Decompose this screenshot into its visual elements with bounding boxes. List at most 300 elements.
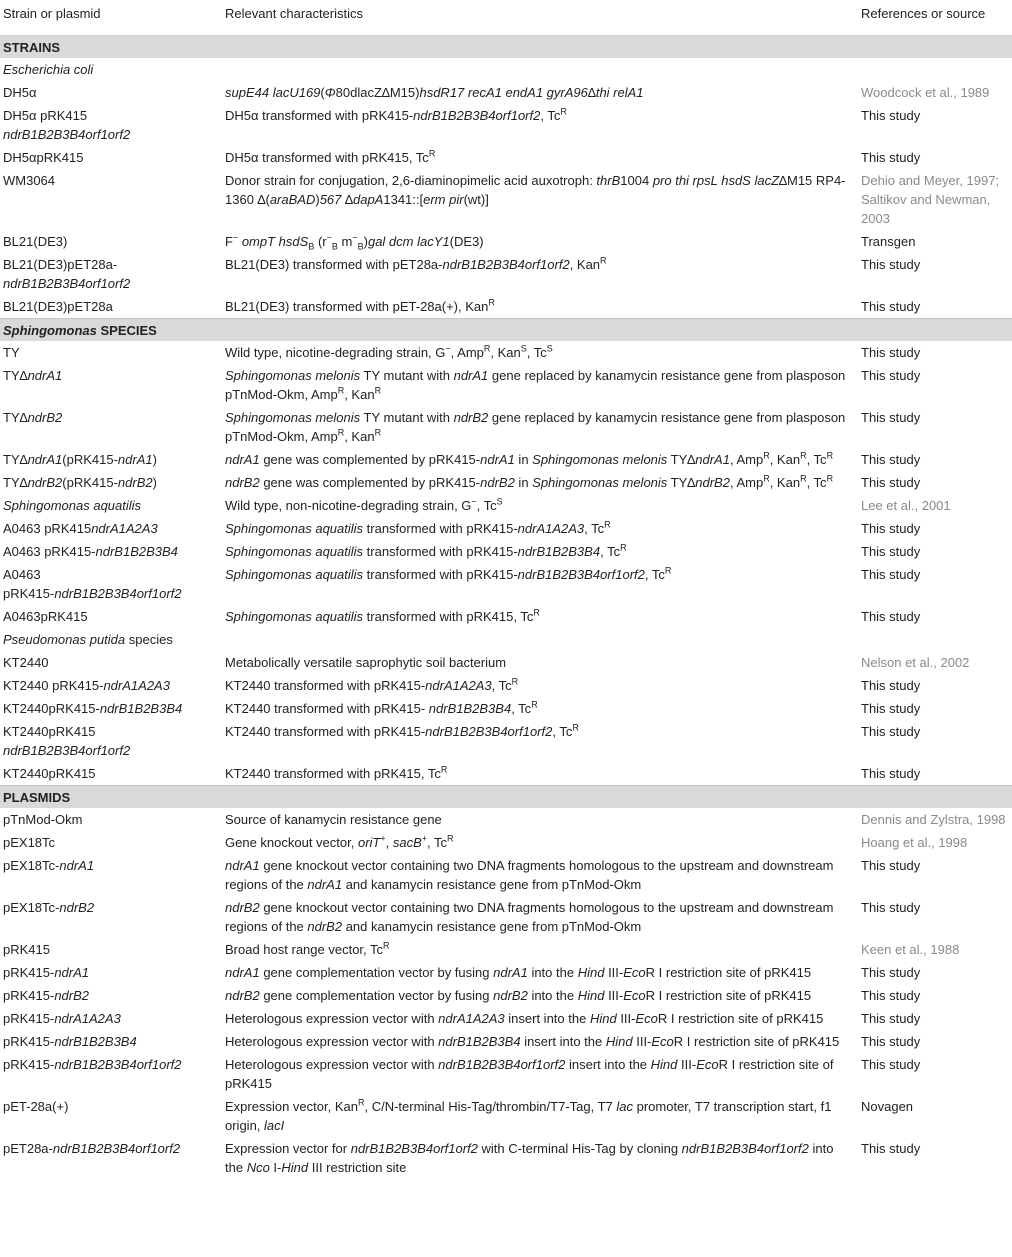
- characteristics-cell: [222, 1007, 858, 1030]
- text-segment: R: [374, 427, 382, 438]
- strain-name-cell: [0, 146, 222, 169]
- strain-name-cell: [0, 341, 222, 364]
- text-segment: STRAINS: [3, 40, 61, 55]
- text-segment: gene complementation vector by fusing: [259, 988, 494, 1003]
- text-segment: ∆: [341, 192, 353, 207]
- text-segment: Hind: [650, 1057, 678, 1072]
- strain-name-cell: [0, 651, 222, 674]
- group-header-row: [0, 628, 1012, 651]
- text-segment: species: [125, 632, 173, 647]
- text-segment: R: [620, 542, 627, 553]
- text-segment: R: [383, 940, 390, 951]
- reference-cell: Dennis and Zylstra, 1998: [861, 812, 1006, 827]
- text-segment: ndrA1: [225, 452, 260, 467]
- strain-name-cell: [0, 938, 222, 961]
- text-segment: S: [496, 496, 503, 507]
- text-segment: 1341::[: [383, 192, 424, 207]
- text-segment: 1004: [620, 173, 653, 188]
- characteristics-cell: [222, 540, 858, 563]
- group-label: [0, 628, 1012, 651]
- text-segment: +: [380, 833, 386, 844]
- reference-cell: This study: [861, 858, 921, 873]
- table-row: [0, 674, 1012, 697]
- table-row: [0, 1007, 1012, 1030]
- text-segment: ndrB1B2B3B4: [54, 1034, 137, 1049]
- text-segment: Hind: [281, 1160, 309, 1175]
- strain-name-cell: [0, 762, 222, 786]
- reference-cell: This study: [861, 475, 921, 490]
- text-segment: 80dlacZ∆M15): [335, 85, 420, 100]
- strain-name-cell: [0, 448, 222, 471]
- characteristics-cell: [222, 984, 858, 1007]
- text-segment: Donor strain for conjugation, 2,6-diaminopimelic acid auxotroph:: [225, 173, 597, 188]
- reference-cell: This study: [861, 345, 921, 360]
- text-segment: pro thi rpsL hsdS lacZ: [652, 173, 780, 188]
- text-segment: into the: [527, 988, 578, 1003]
- text-segment: m: [337, 234, 353, 249]
- text-segment: ndrA1: [117, 452, 153, 467]
- text-segment: Gene knockout vector,: [225, 835, 358, 850]
- text-segment: KT2440: [3, 655, 49, 670]
- text-segment: F: [225, 234, 233, 249]
- text-segment: gene knockout vector containing two DNA fragments homologous to the upstream and downstream regions of the: [225, 900, 834, 934]
- section-label: [0, 786, 1012, 809]
- text-segment: ndrB2: [117, 475, 153, 490]
- strain-name-cell: [0, 854, 222, 896]
- text-segment: ndrB1B2B3B4orf1orf2: [681, 1141, 809, 1156]
- text-segment: (r: [314, 234, 327, 249]
- text-segment: ndrB1B2B3B4: [438, 1034, 521, 1049]
- characteristics-cell: [222, 448, 858, 471]
- strain-name-cell: [0, 984, 222, 1007]
- table-row: [0, 341, 1012, 364]
- table-row: [0, 605, 1012, 628]
- text-segment: KT2440 transformed with pRK415-: [225, 701, 429, 716]
- characteristics-cell: [222, 651, 858, 674]
- strain-name-cell: [0, 364, 222, 406]
- text-segment: Sphingomonas melonis: [225, 410, 361, 425]
- text-segment: ): [315, 192, 320, 207]
- text-segment: ndrA1A2A3: [438, 1011, 505, 1026]
- text-segment: , C/N-terminal His-Tag/thrombin/T7-Tag, T7: [364, 1099, 617, 1114]
- text-segment: ndrB2: [453, 410, 489, 425]
- text-segment: gene was complemented by pRK415-: [259, 452, 481, 467]
- strain-name-cell: [0, 471, 222, 494]
- text-segment: BL21(DE3) transformed with pET-28a(+), Kan: [225, 299, 489, 314]
- strain-name-cell: [0, 808, 222, 831]
- text-segment: gene replaced by kanamycin resistance gene from plasposon pTnMod-Okm, Amp: [225, 410, 846, 444]
- text-segment: Sphingomonas aquatilis: [225, 521, 364, 536]
- text-segment: R: [488, 297, 495, 308]
- text-segment: Hind: [605, 1034, 633, 1049]
- text-segment: Hind: [577, 988, 605, 1003]
- table-row: [0, 517, 1012, 540]
- reference-cell: This study: [861, 766, 921, 781]
- text-segment: S: [546, 343, 553, 354]
- text-segment: ndrB1B2B3B4orf1orf2: [3, 127, 131, 142]
- text-segment: R: [600, 255, 607, 266]
- text-segment: ndrA1: [307, 877, 343, 892]
- text-segment: (DE3): [449, 234, 484, 249]
- characteristics-cell: [222, 364, 858, 406]
- text-segment: R: [604, 519, 611, 530]
- text-segment: B: [331, 241, 338, 252]
- characteristics-cell: [222, 961, 858, 984]
- text-segment: DH5α: [3, 85, 37, 100]
- text-segment: ndrA1: [54, 965, 90, 980]
- text-segment: Nco: [246, 1160, 270, 1175]
- text-segment: Sphingomonas aquatilis: [3, 498, 142, 513]
- text-segment: , Tc: [584, 521, 605, 536]
- text-segment: ): [363, 234, 368, 249]
- text-segment: DH5α transformed with pRK415-: [225, 108, 414, 123]
- characteristics-cell: [222, 831, 858, 854]
- text-segment: KT2440 transformed with pRK415-: [225, 724, 426, 739]
- text-segment: gene replaced by kanamycin resistance gene from plasposon pTnMod-Okm, Amp: [225, 368, 846, 402]
- text-segment: A0463 pRK415-: [3, 544, 96, 559]
- strain-name-cell: [0, 1095, 222, 1137]
- text-segment: ndrB1B2B3B4: [99, 701, 183, 716]
- text-segment: insert into the: [520, 1034, 606, 1049]
- text-segment: araBAD: [269, 192, 316, 207]
- reference-cell: Nelson et al., 2002: [861, 655, 970, 670]
- text-segment: ndrB1B2B3B4orf1orf2: [54, 586, 182, 601]
- reference-cell: This study: [861, 108, 921, 123]
- text-segment: −: [232, 232, 239, 243]
- strain-name-cell: [0, 1007, 222, 1030]
- reference-cell: This study: [861, 567, 921, 582]
- text-segment: R: [763, 450, 770, 461]
- text-segment: Expression vector for: [225, 1141, 351, 1156]
- strain-name-cell: [0, 230, 222, 253]
- characteristics-cell: [222, 406, 858, 448]
- reference-cell: This study: [861, 257, 921, 272]
- text-segment: III-: [632, 1034, 652, 1049]
- text-segment: B: [357, 241, 364, 252]
- table-body: [0, 36, 1012, 1180]
- text-segment: ndrB1B2B3B4: [517, 544, 601, 559]
- text-segment: Eco: [623, 965, 646, 980]
- text-segment: III-: [677, 1057, 697, 1072]
- text-segment: pRK415-: [3, 586, 55, 601]
- text-segment: (wt)]: [463, 192, 489, 207]
- text-segment: , Amp: [729, 452, 764, 467]
- text-segment: ): [152, 475, 157, 490]
- text-segment: R: [483, 343, 491, 354]
- text-segment: , Tc: [476, 498, 497, 513]
- text-segment: transformed with pRK415-: [363, 567, 518, 582]
- table-row: [0, 854, 1012, 896]
- text-segment: gene knockout vector containing two DNA fragments homologous to the upstream and downstream regions of the: [225, 858, 834, 892]
- text-segment: Sphingomonas aquatilis: [225, 609, 364, 624]
- table-row: [0, 831, 1012, 854]
- table-row: [0, 961, 1012, 984]
- text-segment: lac: [616, 1099, 633, 1114]
- reference-cell: This study: [861, 1034, 921, 1049]
- reference-cell: This study: [861, 544, 921, 559]
- text-segment: ndrA1: [59, 858, 95, 873]
- text-segment: TY∆: [3, 410, 28, 425]
- strain-name-cell: [0, 563, 222, 605]
- reference-cell: This study: [861, 410, 921, 425]
- text-segment: B: [308, 241, 315, 252]
- reference-cell: This study: [861, 452, 921, 467]
- text-segment: ndrB1B2B3B4: [95, 544, 178, 559]
- text-segment: ndrB1B2B3B4orf1orf2: [413, 108, 541, 123]
- text-segment: ndrA1: [695, 452, 730, 467]
- text-segment: KT2440pRK415-: [3, 701, 100, 716]
- reference-cell: This study: [861, 150, 921, 165]
- text-segment: pEX18Tc-: [3, 858, 60, 873]
- characteristics-cell: [222, 169, 858, 230]
- text-segment: ndrA1: [225, 965, 260, 980]
- characteristics-cell: [222, 1030, 858, 1053]
- characteristics-cell: [222, 104, 858, 146]
- reference-cell: This study: [861, 988, 921, 1003]
- text-segment: III-: [604, 965, 624, 980]
- reference-cell: This study: [861, 368, 921, 383]
- strain-name-cell: [0, 540, 222, 563]
- text-segment: ndrB2: [493, 988, 528, 1003]
- table-row: [0, 1095, 1012, 1137]
- text-segment: transformed with pRK415, Tc: [363, 609, 534, 624]
- text-segment: Wild type, non-nicotine-degrading strain, G: [225, 498, 472, 513]
- text-segment: ndrB2: [307, 919, 343, 934]
- text-segment: ndrB2: [225, 988, 260, 1003]
- table-row: [0, 494, 1012, 517]
- header-row: [0, 0, 1012, 36]
- text-segment: BL21(DE3)pET28a-: [3, 257, 118, 272]
- strain-name-cell: [0, 517, 222, 540]
- text-segment: TY mutant with: [360, 368, 454, 383]
- strain-name-cell: [0, 697, 222, 720]
- text-segment: Escherichia coli: [3, 62, 94, 77]
- text-segment: R: [447, 833, 454, 844]
- characteristics-cell: [222, 230, 858, 253]
- text-segment: DH5α pRK415: [3, 108, 88, 123]
- reference-cell: This study: [861, 1011, 921, 1026]
- text-segment: gene was complemented by pRK415-: [259, 475, 481, 490]
- text-segment: ndrB2: [225, 900, 260, 915]
- text-segment: pEX18Tc-: [3, 900, 60, 915]
- characteristics-cell: [222, 674, 858, 697]
- table-row: [0, 762, 1012, 786]
- text-segment: lacI: [264, 1118, 285, 1133]
- text-segment: oriT: [357, 835, 381, 850]
- text-segment: , Kan: [490, 345, 521, 360]
- group-label: [0, 58, 1012, 81]
- strain-name-cell: [0, 1030, 222, 1053]
- table-row: [0, 938, 1012, 961]
- text-segment: dapA: [352, 192, 384, 207]
- table-row: [0, 253, 1012, 295]
- text-segment: SPECIES: [96, 323, 157, 338]
- text-segment: Sphingomonas aquatilis: [225, 544, 364, 559]
- table-row: [0, 1053, 1012, 1095]
- reference-cell: Dehio and Meyer, 1997; Saltikov and Newman, 2003: [861, 173, 1000, 226]
- table-row: [0, 808, 1012, 831]
- reference-cell: Keen et al., 1988: [861, 942, 960, 957]
- text-segment: R I restriction site of pRK415: [657, 1011, 824, 1026]
- characteristics-cell: [222, 896, 858, 938]
- text-segment: (pRK415-: [62, 452, 118, 467]
- reference-cell: This study: [861, 299, 921, 314]
- strain-name-cell: [0, 494, 222, 517]
- text-segment: III-: [604, 988, 624, 1003]
- strain-name-cell: [0, 253, 222, 295]
- characteristics-cell: [222, 605, 858, 628]
- table-row: [0, 697, 1012, 720]
- strain-name-cell: [0, 961, 222, 984]
- reference-cell: Lee et al., 2001: [861, 498, 951, 513]
- table-row: [0, 651, 1012, 674]
- text-segment: ndrB2: [225, 475, 260, 490]
- text-segment: −: [471, 496, 477, 507]
- reference-cell: Transgen: [861, 234, 916, 249]
- reference-cell: This study: [861, 965, 921, 980]
- text-segment: Source of kanamycin resistance gene: [225, 812, 442, 827]
- text-segment: Hind: [589, 1011, 617, 1026]
- text-segment: ndrA1A2A3: [103, 678, 170, 693]
- text-segment: R: [826, 473, 834, 484]
- section-header-row: [0, 319, 1012, 342]
- text-segment: BL21(DE3)pET28a: [3, 299, 113, 314]
- text-segment: , Kan: [569, 257, 601, 272]
- text-segment: sacB: [392, 835, 422, 850]
- text-segment: ndrB1B2B3B4orf1orf2: [517, 567, 645, 582]
- characteristics-cell: [222, 1137, 858, 1179]
- text-segment: DH5αpRK415: [3, 150, 84, 165]
- text-segment: pRK415-: [3, 1011, 55, 1026]
- text-segment: R: [428, 148, 436, 159]
- text-segment: (: [320, 85, 325, 100]
- characteristics-cell: [222, 81, 858, 104]
- text-segment: ndrB2: [54, 988, 90, 1003]
- characteristics-cell: [222, 697, 858, 720]
- text-segment: R: [533, 607, 540, 618]
- table-row: [0, 720, 1012, 762]
- text-segment: ndrB1B2B3B4orf1orf2: [350, 1141, 478, 1156]
- table-row: [0, 540, 1012, 563]
- text-segment: R: [572, 722, 579, 733]
- text-segment: KT2440 transformed with pRK415, Tc: [225, 766, 441, 781]
- text-segment: R: [763, 473, 770, 484]
- section-label: [0, 36, 1012, 59]
- text-segment: Sphingomonas melonis: [532, 475, 668, 490]
- text-segment: ndrB2: [27, 410, 63, 425]
- strain-name-cell: [0, 720, 222, 762]
- table-row: [0, 169, 1012, 230]
- text-segment: 567: [319, 192, 342, 207]
- text-segment: , Amp: [729, 475, 764, 490]
- text-segment: , Amp: [450, 345, 484, 360]
- reference-cell: This study: [861, 1141, 921, 1156]
- section-header-row: [0, 786, 1012, 809]
- text-segment: TY∆: [3, 368, 28, 383]
- text-segment: Broad host range vector, Tc: [225, 942, 384, 957]
- text-segment: Wild type, nicotine-degrading strain, G: [225, 345, 446, 360]
- text-segment: insert into the: [565, 1057, 651, 1072]
- text-segment: Sphingomonas aquatilis: [225, 567, 364, 582]
- text-segment: pRK415-: [3, 965, 55, 980]
- reference-cell: This study: [861, 900, 921, 915]
- text-segment: Sphingomonas: [3, 323, 97, 338]
- section-header-row: [0, 36, 1012, 59]
- text-segment: Eco: [651, 1034, 674, 1049]
- table-row: [0, 984, 1012, 1007]
- reference-cell: Novagen: [861, 1099, 914, 1114]
- reference-cell: This study: [861, 678, 921, 693]
- text-segment: , Tc: [491, 678, 512, 693]
- table-row: [0, 295, 1012, 319]
- text-segment: , Kan: [769, 475, 801, 490]
- text-segment: pET-28a(+): [3, 1099, 69, 1114]
- text-segment: ndrA1: [480, 452, 515, 467]
- characteristics-cell: [222, 1095, 858, 1137]
- text-segment: TY∆: [3, 475, 28, 490]
- text-segment: ): [152, 452, 157, 467]
- text-segment: insert into the: [504, 1011, 590, 1026]
- text-segment: KT2440pRK415: [3, 766, 96, 781]
- header-strain: Strain or plasmid: [0, 0, 222, 36]
- text-segment: ndrB2: [27, 475, 63, 490]
- text-segment: I-: [269, 1160, 282, 1175]
- strain-name-cell: [0, 406, 222, 448]
- text-segment: R: [511, 676, 519, 687]
- text-segment: , Kan: [344, 429, 375, 444]
- text-segment: Φ: [324, 85, 336, 100]
- text-segment: and kanamycin resistance gene from pTnMod-Okm: [342, 877, 642, 892]
- strain-name-cell: [0, 295, 222, 319]
- text-segment: pTnMod-Okm: [3, 812, 83, 827]
- table-row: [0, 471, 1012, 494]
- reference-cell: This study: [861, 1057, 921, 1072]
- text-segment: ndrA1: [27, 452, 63, 467]
- text-segment: TY∆: [667, 475, 696, 490]
- text-segment: ndrA1: [453, 368, 489, 383]
- text-segment: ndrA1A2A3: [91, 521, 158, 536]
- text-segment: pET28a-: [3, 1141, 53, 1156]
- text-segment: , Tc: [540, 108, 561, 123]
- text-segment: ndrB2: [59, 900, 95, 915]
- text-segment: ndrB1B2B3B4orf1orf2: [54, 1057, 182, 1072]
- text-segment: pRK415-: [3, 1057, 55, 1072]
- text-segment: III-: [616, 1011, 636, 1026]
- text-segment: R I restriction site of pRK415: [673, 1034, 840, 1049]
- characteristics-cell: [222, 517, 858, 540]
- text-segment: ndrA1: [27, 368, 63, 383]
- text-segment: , Kan: [344, 387, 375, 402]
- text-segment: A0463 pRK415: [3, 521, 92, 536]
- reference-cell: This study: [861, 701, 921, 716]
- text-segment: ndrB1B2B3B4orf1orf2: [3, 743, 131, 758]
- text-segment: supE44 lacU169: [225, 85, 321, 100]
- text-segment: and kanamycin resistance gene from pTnMod-Okm: [342, 919, 642, 934]
- text-segment: into the: [527, 965, 578, 980]
- text-segment: R: [826, 450, 834, 461]
- table-row: [0, 896, 1012, 938]
- text-segment: R: [337, 427, 345, 438]
- table-row: [0, 1030, 1012, 1053]
- characteristics-cell: [222, 494, 858, 517]
- text-segment: Heterologous expression vector with: [225, 1057, 439, 1072]
- reference-cell: This study: [861, 521, 921, 536]
- strain-name-cell: [0, 1053, 222, 1095]
- text-segment: Heterologous expression vector with: [225, 1034, 439, 1049]
- text-segment: erm pir: [423, 192, 464, 207]
- text-segment: R I restriction site of pRK415: [645, 988, 812, 1003]
- table-row: [0, 448, 1012, 471]
